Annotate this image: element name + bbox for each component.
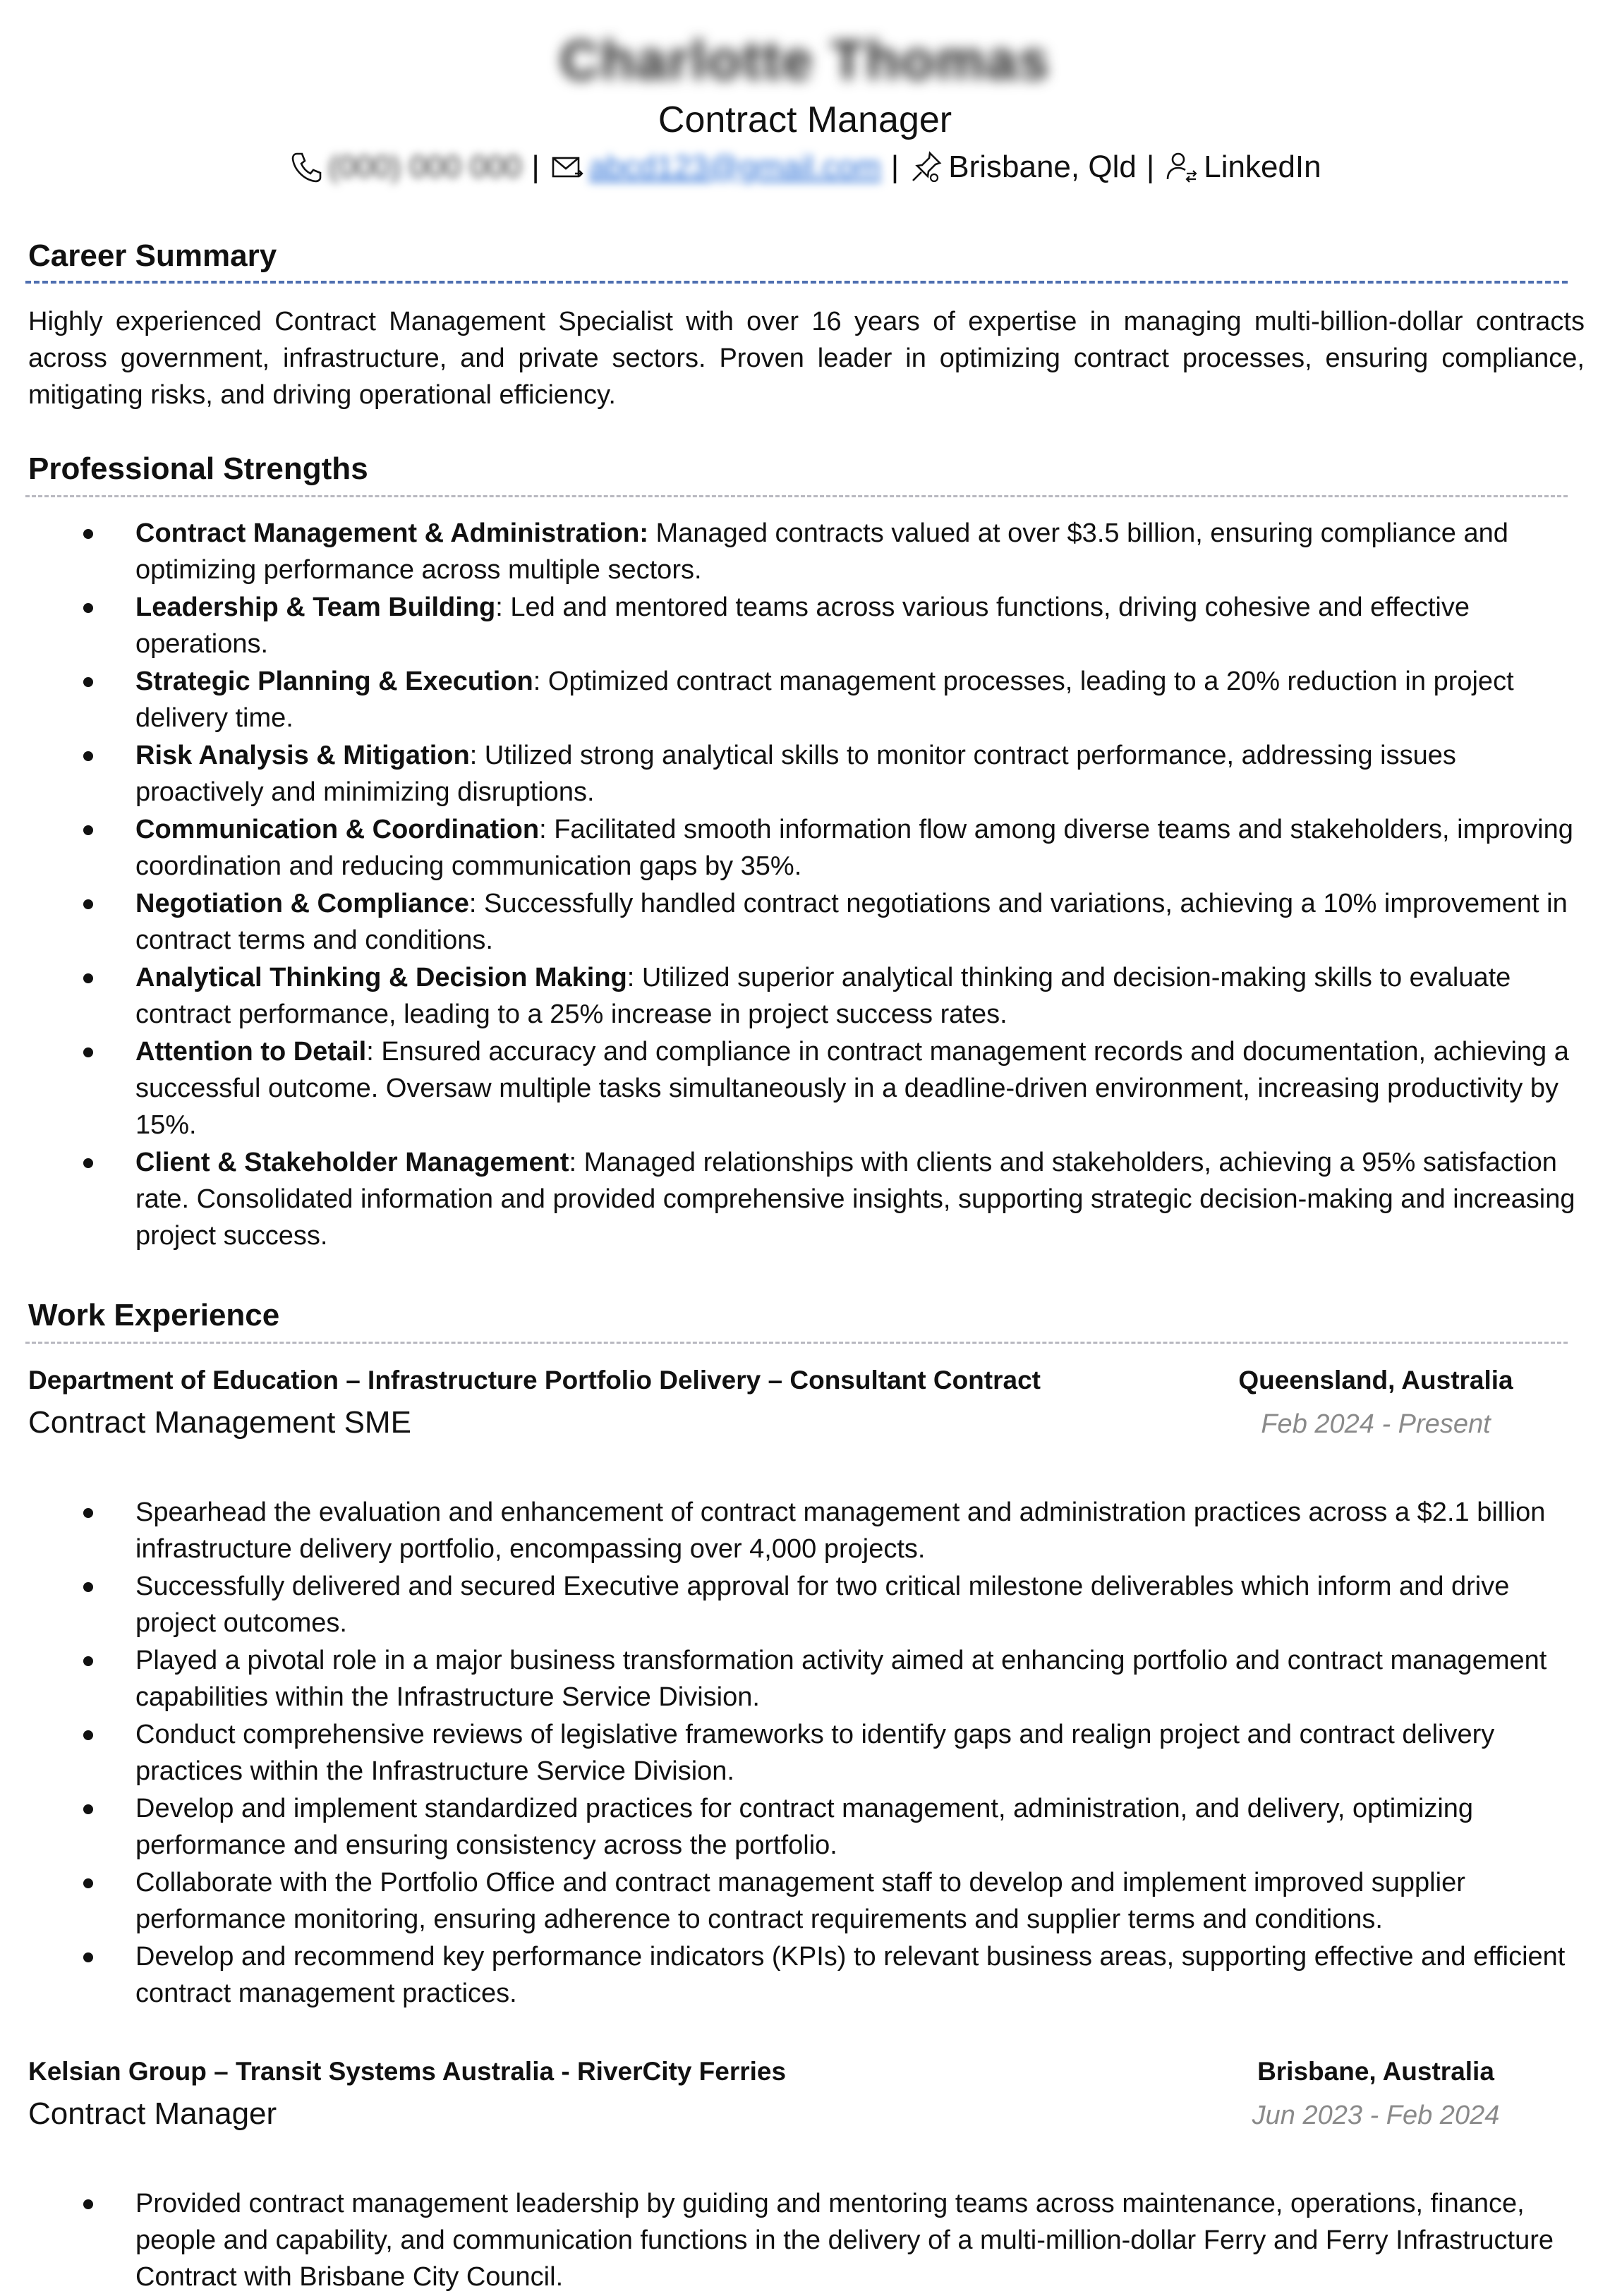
section-divider xyxy=(25,1342,1568,1344)
list-item: Provided contract management leadership by guiding and mentoring teams across maintenance, operations, finance, people and capability, and communication functions in the delivery of a multi-million-dollar Ferry and Ferry Infrastructure Contract with Brisbane City Council. xyxy=(28,2185,1585,2295)
list-item: Communication & Coordination: Facilitated smooth information flow among diverse teams and stakeholders, improving coordination and reducing communication gaps by 35%. xyxy=(28,811,1585,885)
job-organization: Kelsian Group – Transit Systems Australia - RiverCity Ferries xyxy=(28,2057,787,2086)
job-title: Contract Manager xyxy=(28,2096,277,2131)
list-item: Successfully delivered and secured Executive approval for two critical milestone deliverables which inform and drive project outcomes. xyxy=(28,1568,1585,1641)
candidate-role: Contract Manager xyxy=(658,99,952,140)
separator: | xyxy=(531,150,540,184)
list-item: Analytical Thinking & Decision Making: Utilized superior analytical thinking and decision-making skills to evaluate contract performance, leading to a 25% increase in project success rates. xyxy=(28,959,1585,1033)
list-item: Played a pivotal role in a major business transformation activity aimed at enhancing portfolio and contract management capabilities within the Infrastructure Service Division. xyxy=(28,1642,1585,1715)
job-bullets xyxy=(28,1494,1585,2012)
email-icon xyxy=(550,150,585,185)
job-organization: Department of Education – Infrastructure Portfolio Delivery – Consultant Contract xyxy=(28,1366,1041,1395)
separator: | xyxy=(1146,150,1155,184)
list-item: Client & Stakeholder Management: Managed relationships with clients and stakeholders, achieving a 95% satisfaction rate. Consolidated information and provided comprehensive insights, supporting strategic decision-making and increasing project success. xyxy=(28,1144,1585,1254)
linkedin-link[interactable]: LinkedIn xyxy=(1204,150,1321,184)
list-item: Develop and implement standardized practices for contract management, administration, and delivery, optimizing performance and ensuring consistency across the portfolio. xyxy=(28,1790,1585,1864)
separator: | xyxy=(890,150,900,184)
candidate-name: Charlotte Thomas xyxy=(559,29,1051,91)
job-location: Queensland, Australia xyxy=(1238,1366,1513,1395)
section-divider xyxy=(25,281,1568,284)
list-item: Risk Analysis & Mitigation: Utilized strong analytical skills to monitor contract performance, addressing issues proactively and minimizing disruptions. xyxy=(28,737,1585,810)
list-item: Develop and recommend key performance indicators (KPIs) to relevant business areas, supporting effective and efficient contract management practices. xyxy=(28,1938,1585,2012)
section-divider xyxy=(25,495,1568,497)
job-dates: Feb 2024 - Present xyxy=(1261,1409,1491,1439)
list-item: Leadership & Team Building: Led and mentored teams across various functions, driving cohesive and effective operations. xyxy=(28,589,1585,662)
contact-line xyxy=(0,150,1610,185)
job-dates: Jun 2023 - Feb 2024 xyxy=(1252,2101,1500,2130)
phone-number: (000) 000 000 xyxy=(328,150,522,184)
job-location: Brisbane, Australia xyxy=(1257,2057,1494,2086)
job-title: Contract Management SME xyxy=(28,1405,411,1440)
section-title-work-experience: Work Experience xyxy=(28,1298,280,1332)
email-link[interactable]: abcd123@gmail.com xyxy=(588,150,881,184)
phone-icon xyxy=(289,150,324,185)
location-pin-icon xyxy=(909,150,944,185)
location-text: Brisbane, Qld xyxy=(948,150,1137,184)
career-summary-text: Highly experienced Contract Management Specialist with over 16 years of expertise in managing multi-billion-dollar contracts across government, infrastructure, and private sectors. Proven leader in optimizing contract processes, ensuring compliance, mitigating risks, and driving operational efficiency. xyxy=(28,307,1585,410)
job-bullets xyxy=(28,2185,1585,2296)
list-item: Negotiation & Compliance: Successfully handled contract negotiations and variations, achieving a 10% improvement in contract terms and conditions. xyxy=(28,885,1585,959)
section-title-professional-strengths: Professional Strengths xyxy=(28,451,368,486)
list-item: Conduct comprehensive reviews of legislative frameworks to identify gaps and realign project and contract delivery practices within the Infrastructure Service Division. xyxy=(28,1716,1585,1790)
list-item: Strategic Planning & Execution: Optimized contract management processes, leading to a 20% reduction in project delivery time. xyxy=(28,663,1585,736)
list-item: Collaborate with the Portfolio Office and contract management staff to develop and implement improved supplier performance monitoring, ensuring adherence to contract requirements and supplier terms and conditions. xyxy=(28,1864,1585,1938)
list-item: Attention to Detail: Ensured accuracy and compliance in contract management records and documentation, achieving a successful outcome. Oversaw multiple tasks simultaneously in a deadline-driven environment, increasing productivity by 15%. xyxy=(28,1033,1585,1143)
strengths-list xyxy=(28,515,1585,1255)
person-link-icon xyxy=(1164,150,1199,185)
list-item: Spearhead the evaluation and enhancement of contract management and administration practices across a $2.1 billion infrastructure delivery portfolio, encompassing over 4,000 projects. xyxy=(28,1494,1585,1567)
section-title-career-summary: Career Summary xyxy=(28,238,277,273)
list-item: Contract Management & Administration: Managed contracts valued at over $3.5 billion, ensuring compliance and optimizing performance across multiple sectors. xyxy=(28,515,1585,588)
